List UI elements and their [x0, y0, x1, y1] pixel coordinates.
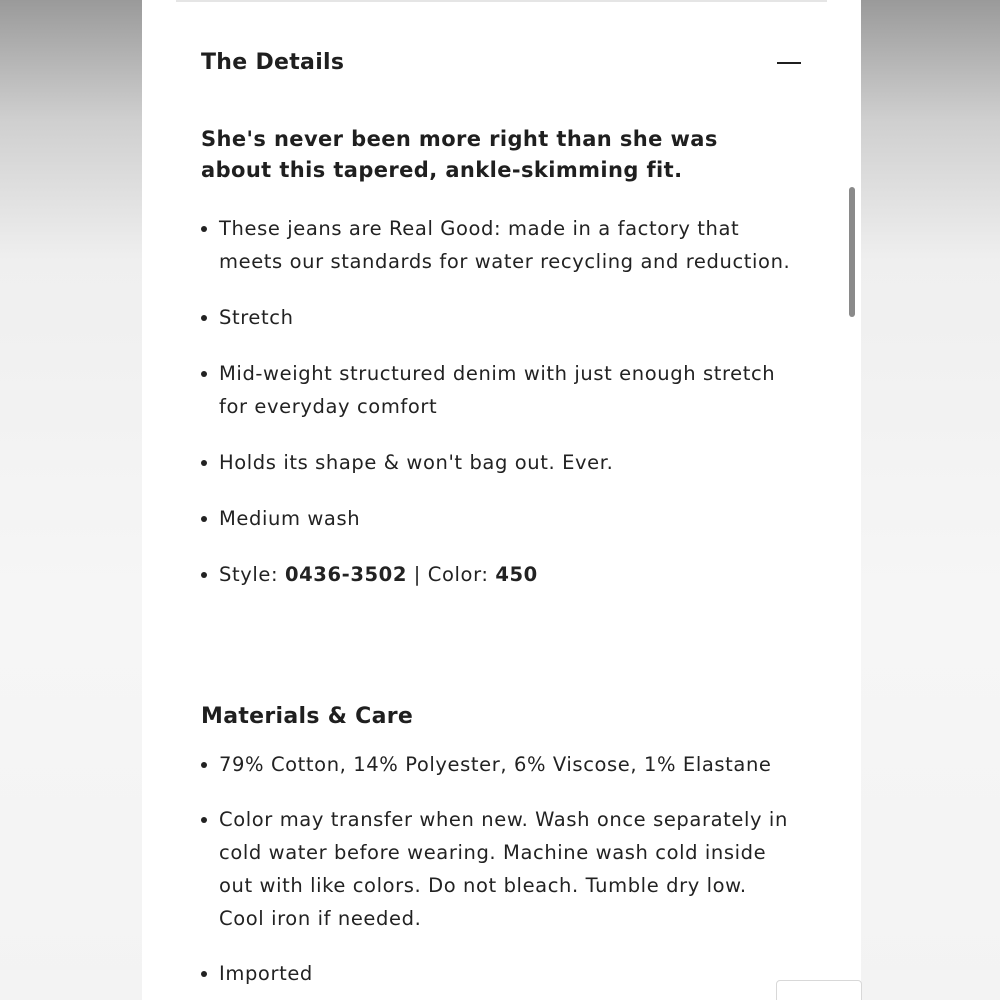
- bullet-icon: [201, 762, 207, 768]
- list-item-text: Holds its shape & won't bag out. Ever.: [219, 451, 614, 474]
- bullet-icon: [201, 572, 207, 578]
- style-label: Style:: [219, 563, 285, 586]
- scrollbar-thumb[interactable]: [849, 187, 855, 317]
- bullet-icon: [201, 315, 207, 321]
- list-item-text: Stretch: [219, 306, 294, 329]
- list-item: [201, 357, 791, 423]
- style-number: 0436-3502: [284, 563, 407, 586]
- list-item: [201, 803, 791, 935]
- materials-list: [201, 748, 791, 1000]
- minus-icon: [777, 62, 801, 64]
- collapse-button[interactable]: [775, 50, 803, 76]
- list-item: [201, 957, 791, 990]
- style-color-item: [201, 558, 791, 591]
- color-code: 450: [495, 563, 538, 586]
- bullet-icon: [201, 971, 207, 977]
- corner-widget[interactable]: [776, 980, 862, 1000]
- list-item-text: Mid-weight structured denim with just enough stretch for everyday comfort: [219, 362, 776, 418]
- details-list: [201, 212, 791, 614]
- list-item: [201, 446, 791, 479]
- list-item-text: These jeans are Real Good: made in a factory that meets our standards for water recycling and reduction.: [219, 217, 791, 273]
- divider: [176, 0, 827, 2]
- list-item: [201, 502, 791, 535]
- bullet-icon: [201, 516, 207, 522]
- bullet-icon: [201, 371, 207, 377]
- list-item-text: Imported: [219, 962, 313, 985]
- bullet-icon: [201, 460, 207, 466]
- list-item: [201, 301, 791, 334]
- bullet-icon: [201, 817, 207, 823]
- list-item-text: Color may transfer when new. Wash once separately in cold water before wearing. Machine wash cold inside out with like colors. Do not bleach. Tumble dry low. Cool iron if needed.: [219, 808, 788, 930]
- list-item: [201, 212, 791, 278]
- details-lead-text: She's never been more right than she was about this tapered, ankle-skimming fit.: [201, 127, 718, 182]
- materials-section-title: Materials & Care: [201, 704, 414, 729]
- bullet-icon: [201, 226, 207, 232]
- product-details-panel: [142, 0, 861, 1000]
- list-item-text: Medium wash: [219, 507, 361, 530]
- separator: |: [407, 563, 428, 586]
- details-section-title: The Details: [201, 50, 345, 75]
- list-item: [201, 748, 791, 781]
- list-item-text: 79% Cotton, 14% Polyester, 6% Viscose, 1% Elastane: [219, 753, 772, 776]
- color-label: Color:: [427, 563, 496, 586]
